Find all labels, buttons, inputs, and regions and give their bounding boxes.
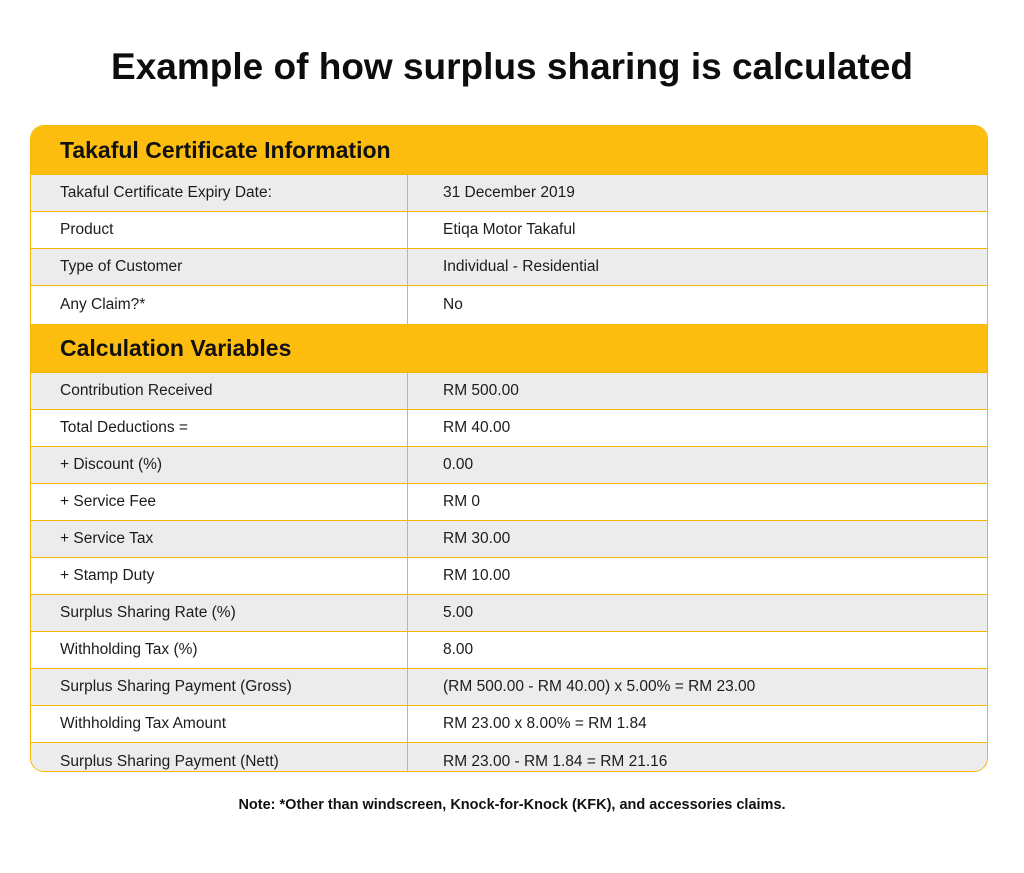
row-label: + Discount (%) [31, 447, 408, 483]
table-row [31, 668, 987, 705]
row-value: RM 23.00 - RM 1.84 = RM 21.16 [443, 753, 668, 770]
row-label: Any Claim?* [31, 286, 408, 324]
table-row [31, 409, 987, 446]
table-row [31, 631, 987, 668]
row-label: + Service Fee [31, 484, 408, 520]
section-header-certificate-info: Takaful Certificate Information [31, 126, 987, 174]
row-label: Total Deductions = [31, 410, 408, 446]
row-value: RM 30.00 [443, 530, 511, 547]
row-value: RM 0 [443, 493, 481, 510]
row-label: Contribution Received [31, 373, 408, 409]
section-header-calculation-variables: Calculation Variables [31, 324, 987, 372]
row-label: Product [31, 212, 408, 248]
row-label: Surplus Sharing Payment (Gross) [31, 669, 408, 705]
row-label: Type of Customer [31, 249, 408, 285]
table-row [31, 742, 987, 772]
row-value: RM 10.00 [443, 567, 511, 584]
row-value: 8.00 [443, 641, 474, 658]
page-title: Example of how surplus sharing is calculated [111, 46, 913, 87]
row-label: + Service Tax [31, 521, 408, 557]
table-row [31, 594, 987, 631]
table-row [31, 211, 987, 248]
table-row [31, 174, 987, 211]
row-value: RM 40.00 [443, 419, 511, 436]
row-value: 0.00 [443, 456, 474, 473]
row-value: 31 December 2019 [443, 184, 575, 201]
footnote: Note: *Other than windscreen, Knock-for-Knock (KFK), and accessories claims. [238, 797, 786, 813]
row-value: Etiqa Motor Takaful [443, 221, 576, 238]
row-value: No [443, 296, 463, 313]
row-value: 5.00 [443, 604, 474, 621]
table-row [31, 520, 987, 557]
table-row [31, 248, 987, 285]
table-row [31, 285, 987, 324]
table-row [31, 483, 987, 520]
table-row [31, 372, 987, 409]
table-row [31, 705, 987, 742]
table-row [31, 446, 987, 483]
surplus-table [30, 125, 988, 772]
row-label: Surplus Sharing Payment (Nett) [31, 743, 408, 772]
row-value: (RM 500.00 - RM 40.00) x 5.00% = RM 23.00 [443, 678, 756, 695]
row-value: Individual - Residential [443, 258, 599, 275]
row-label: Withholding Tax Amount [31, 706, 408, 742]
row-label: Withholding Tax (%) [31, 632, 408, 668]
table-row [31, 557, 987, 594]
row-value: RM 23.00 x 8.00% = RM 1.84 [443, 715, 647, 732]
row-label: + Stamp Duty [31, 558, 408, 594]
row-label: Surplus Sharing Rate (%) [31, 595, 408, 631]
row-value: RM 500.00 [443, 382, 519, 399]
row-label: Takaful Certificate Expiry Date: [31, 175, 408, 211]
